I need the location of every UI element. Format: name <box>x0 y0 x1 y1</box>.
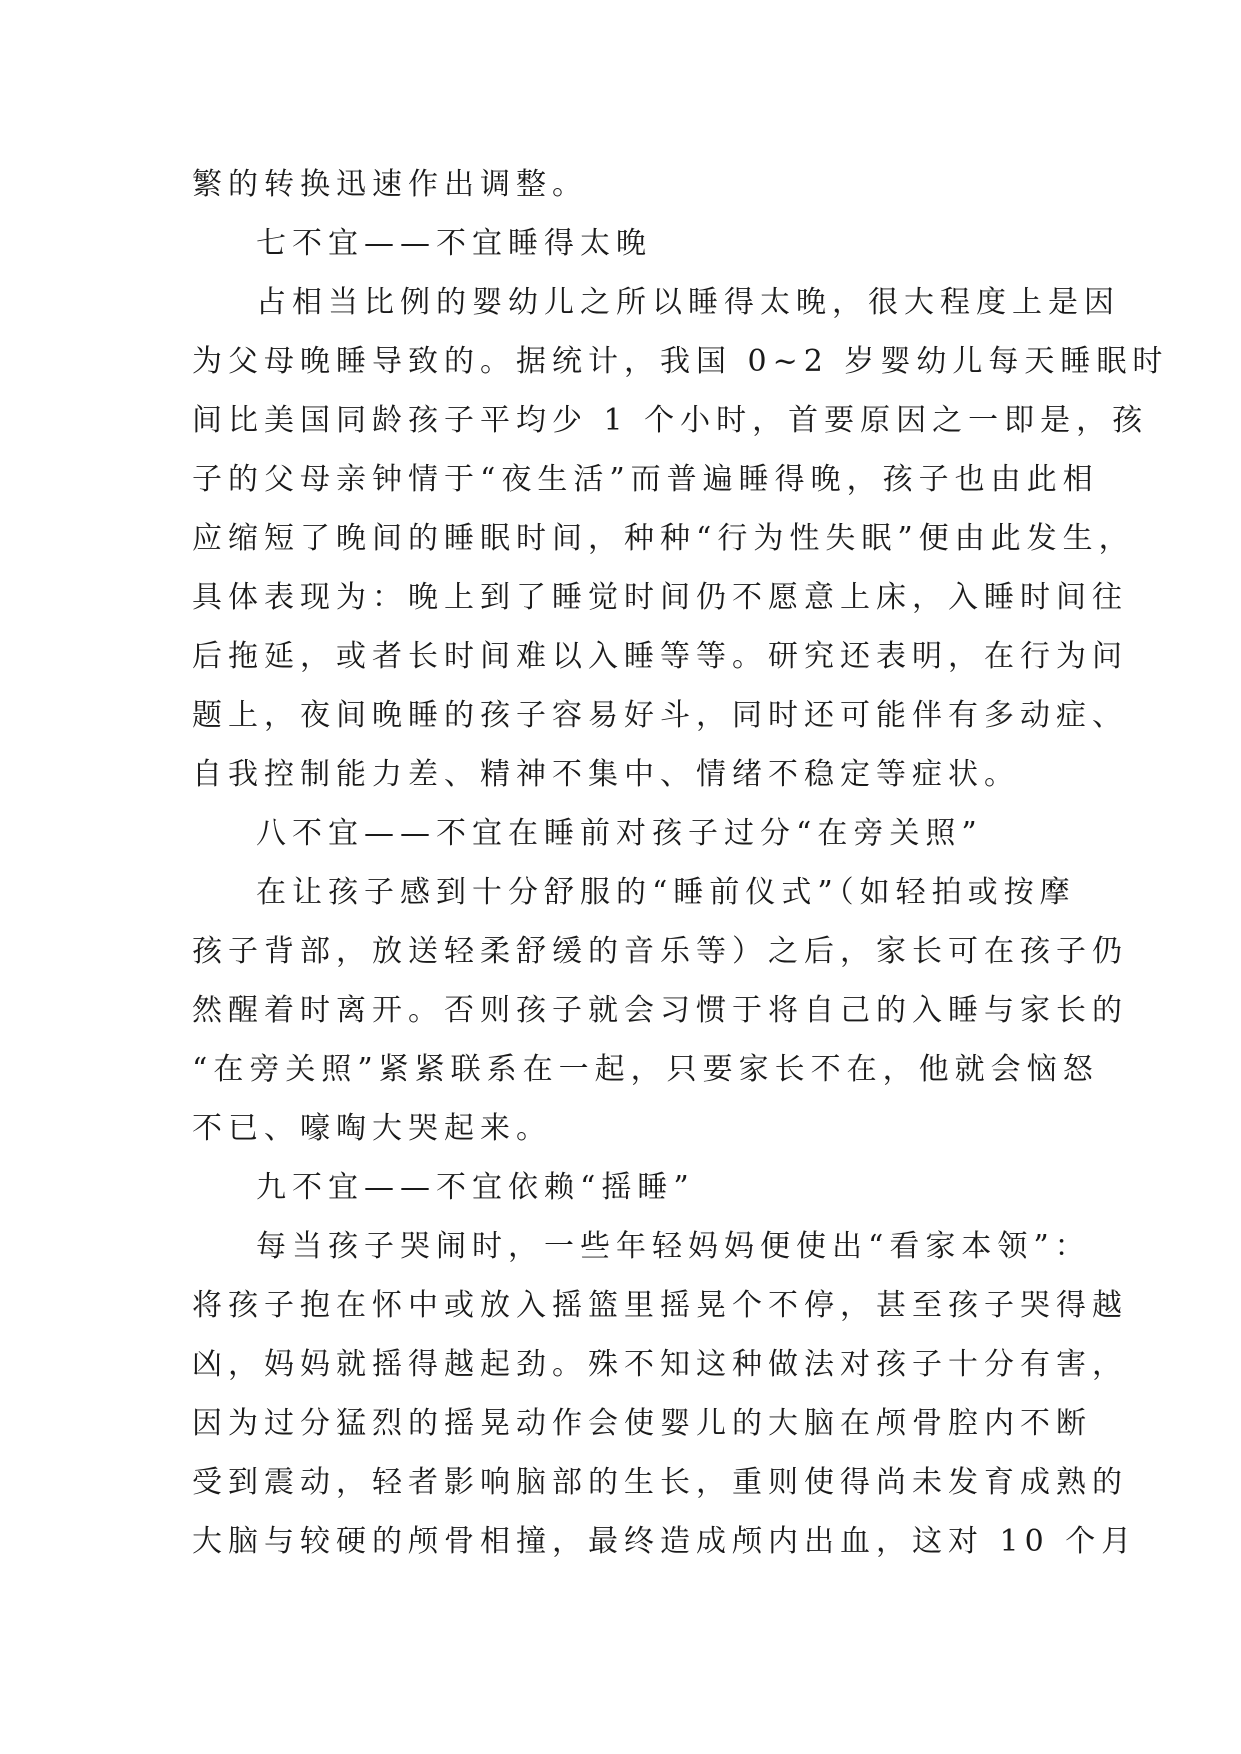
section-heading-9: 九不宜——不宜依赖“摇睡” <box>256 1170 695 1205</box>
text-line: “在旁关照”紧紧联系在一起，只要家长不在，他就会恼怒 <box>192 1052 1099 1087</box>
section-heading-7: 七不宜——不宜睡得太晚 <box>256 226 652 261</box>
text-line: 在让孩子感到十分舒服的“睡前仪式”（如轻拍或按摩 <box>256 875 1076 910</box>
text-line: 凶，妈妈就摇得越起劲。殊不知这种做法对孩子十分有害， <box>192 1347 1128 1382</box>
text-line: 自我控制能力差、精神不集中、情绪不稳定等症状。 <box>192 757 1020 792</box>
text-line: 为父母晚睡导致的。据统计，我国 0~2 岁婴幼儿每天睡眠时 <box>192 344 1169 379</box>
section-heading-8: 八不宜——不宜在睡前对孩子过分“在旁关照” <box>256 816 983 851</box>
text-line: 具体表现为：晚上到了睡觉时间仍不愿意上床，入睡时间往 <box>192 580 1128 615</box>
text-line: 孩子背部，放送轻柔舒缓的音乐等）之后，家长可在孩子仍 <box>192 934 1128 969</box>
text-line: 繁的转换迅速作出调整。 <box>192 167 588 202</box>
text-line: 受到震动，轻者影响脑部的生长，重则使得尚未发育成熟的 <box>192 1465 1128 1500</box>
text-line: 因为过分猛烈的摇晃动作会使婴儿的大脑在颅骨腔内不断 <box>192 1406 1092 1441</box>
text-line: 占相当比例的婴幼儿之所以睡得太晚，很大程度上是因 <box>256 285 1120 320</box>
text-line: 然醒着时离开。否则孩子就会习惯于将自己的入睡与家长的 <box>192 993 1128 1028</box>
text-line: 大脑与较硬的颅骨相撞，最终造成颅内出血，这对 10 个月 <box>192 1524 1138 1559</box>
text-line: 间比美国同龄孩子平均少 1 个小时，首要原因之一即是，孩 <box>192 403 1149 438</box>
text-line: 后拖延，或者长时间难以入睡等等。研究还表明，在行为问 <box>192 639 1128 674</box>
text-line: 题上，夜间晚睡的孩子容易好斗，同时还可能伴有多动症、 <box>192 698 1128 733</box>
text-line: 应缩短了晚间的睡眠时间，种种“行为性失眠”便由此发生， <box>192 521 1135 556</box>
text-line: 不已、嚎啕大哭起来。 <box>192 1111 552 1146</box>
text-line: 子的父母亲钟情于“夜生活”而普遍睡得晚，孩子也由此相 <box>192 462 1099 497</box>
text-line: 将孩子抱在怀中或放入摇篮里摇晃个不停，甚至孩子哭得越 <box>192 1288 1128 1323</box>
text-line: 每当孩子哭闹时，一些年轻妈妈便使出“看家本领”： <box>256 1229 1091 1264</box>
